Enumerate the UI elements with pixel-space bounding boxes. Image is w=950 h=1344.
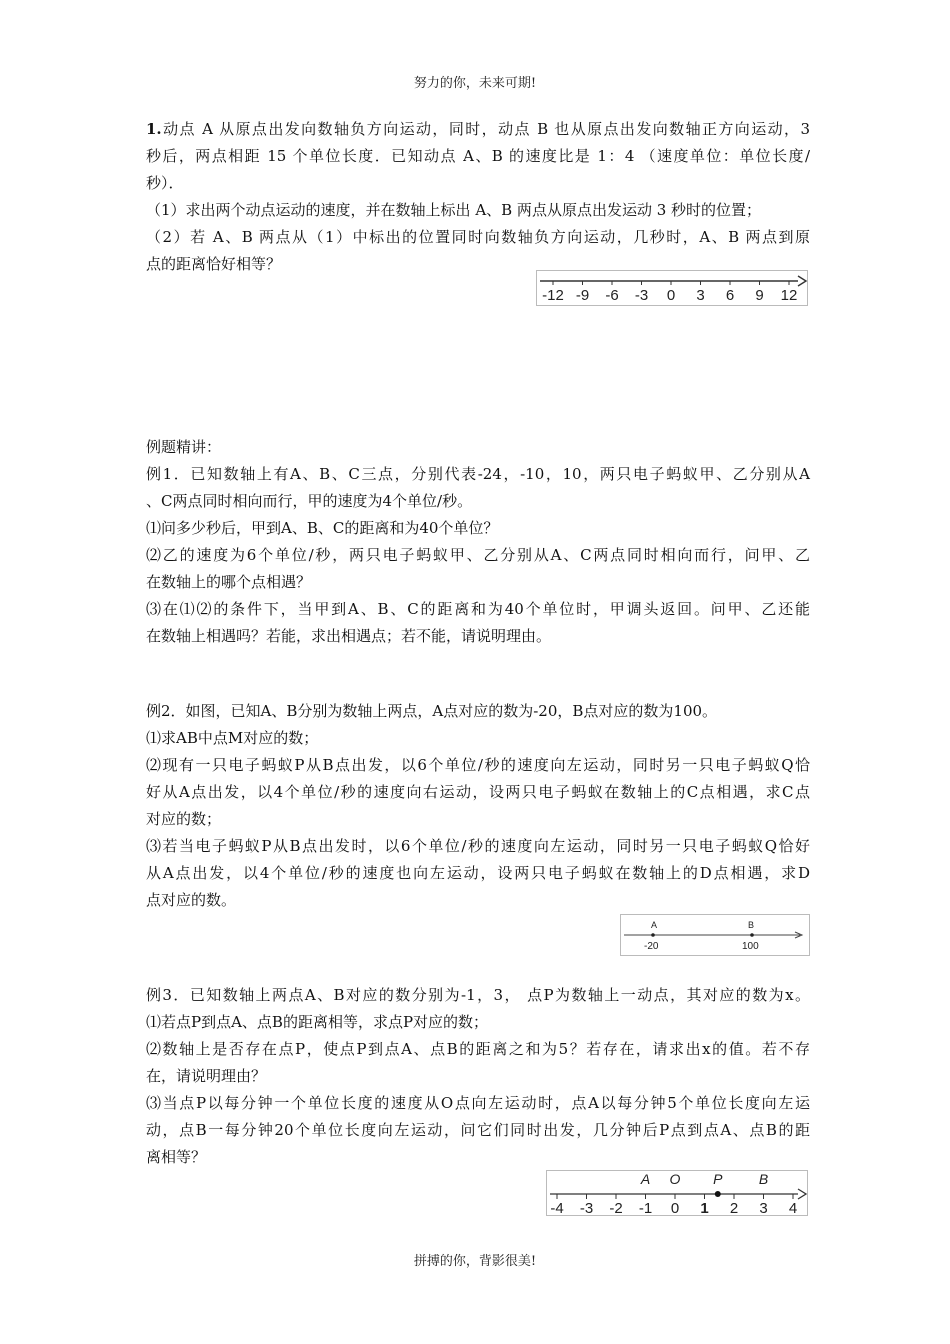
ex1-line-4: ⑵乙的速度为6个单位/秒，两只电子蚂蚁甲、乙分别从A、C两点同时相向而行，问甲、乙 [146, 546, 810, 564]
ex3-point-label: A [640, 1171, 651, 1187]
q1-tick-label: -3 [634, 287, 649, 304]
ex3-line-4: 在，请说明理由？ [146, 1067, 267, 1085]
ex3-tick-label: 4 [788, 1200, 798, 1216]
ex3-point-p-dot [715, 1191, 721, 1197]
ex2-line-6: ⑶若当电子蚂蚁P从B点出发时，以6个单位/秒的速度向左运动，同时另一只电子蚂蚁Q恰好 [146, 837, 810, 855]
page-header: 努力的你，未来可期! [413, 76, 537, 91]
ex2-line-5: 对应的数； [146, 810, 222, 828]
ex2-label-a: A [651, 920, 658, 930]
ex1-line-7: 在数轴上相遇吗？若能，求出相遇点；若不能，请说明理由。 [146, 627, 552, 645]
q1-line-5: （2）若 A、B 两点从（1）中标出的位置同时向数轴负方向运动，几秒时，A、B 两点到原 [146, 228, 810, 246]
ex3-tick-label: 3 [759, 1200, 768, 1216]
ex3-number-line [546, 1170, 808, 1216]
ex3-tick-label: -3 [579, 1200, 594, 1216]
ex3-line-6: 动，点B一每分钟20个单位长度向左运动，问它们同时出发，几分钟后P点到点A、点B的距 [146, 1121, 810, 1139]
q1-tick-label: -9 [575, 287, 590, 304]
ex3-point-label: P [713, 1171, 723, 1187]
ex2-line-1: 例2．如图，已知A、B分别为数轴上两点，A点对应的数为-20，B点对应的数为100。 [146, 702, 718, 720]
ex3-line-1: 例3．已知数轴上两点A、B对应的数分别为-1，3， 点P为数轴上一动点，其对应的数为x。 [146, 986, 810, 1004]
ex1-line-2: 、C两点同时相向而行，甲的速度为4个单位/秒。 [146, 492, 473, 510]
ex2-line-3: ⑵现有一只电子蚂蚁P从B点出发，以6个单位/秒的速度向左运动，同时另一只电子蚂蚁Q恰 [146, 756, 810, 774]
ex1-line-5: 在数轴上的哪个点相遇？ [146, 573, 312, 591]
q1-tick-label: 6 [725, 287, 735, 304]
ex3-tick-label: -2 [609, 1200, 623, 1216]
ex1-line-3: ⑴问多少秒后，甲到A、B、C的距离和为40个单位？ [146, 519, 499, 537]
q1-line-3: 秒）． [146, 174, 184, 192]
ex3-tick-label: 1 [700, 1200, 709, 1216]
example-3 [146, 982, 810, 1171]
q1-tick-label: 3 [696, 287, 705, 304]
ex3-line-2: ⑴若点P到点A、点B的距离相等，求点P对应的数； [146, 1013, 489, 1031]
ex2-line-2: ⑴求AB中点M对应的数； [146, 729, 319, 747]
ex3-point-label: B [758, 1171, 769, 1187]
ex3-tick-label: 2 [729, 1200, 739, 1216]
ex2-value-b: 100 [742, 941, 759, 952]
ex3-tick-label: -4 [550, 1200, 564, 1216]
q1-tick-label: 9 [755, 287, 764, 304]
ex3-tick-label: -1 [638, 1200, 653, 1216]
q1-number: 1. [146, 120, 162, 138]
q1-number-line [536, 270, 808, 306]
examples-title: 例题精讲： [146, 438, 222, 456]
ex3-line-7: 离相等？ [146, 1148, 207, 1166]
ex3-line-5: ⑶当点P以每分钟一个单位长度的速度从O点向左运动时，点A以每分钟5个单位长度向左运 [146, 1094, 810, 1112]
q1-tick-label: -6 [605, 287, 619, 304]
ex1-line-1: 例1．已知数轴上有A、B、C三点，分别代表-24，-10，10，两只电子蚂蚁甲、乙分别从A [146, 465, 810, 483]
ex2-number-line [620, 914, 810, 956]
q1-line-2: 秒后，两点相距 15 个单位长度．已知动点 A、B 的速度比是 1：4 （速度单位：单位长度/ [146, 147, 810, 165]
examples-section [146, 434, 810, 650]
ex2-label-b: B [748, 920, 755, 930]
q1-line-4: （1）求出两个动点运动的速度，并在数轴上标出 A、B 两点从原点出发运动 3 秒时的位置； [146, 201, 762, 219]
ex3-line-3: ⑵数轴上是否存在点P，使点P到点A、点B的距离之和为5？若存在，请求出x的值。若不存 [146, 1040, 810, 1058]
page-footer: 拼搏的你，背影很美! [413, 1254, 537, 1269]
q1-line-1: 1.动点 A 从原点出发向数轴负方向运动，同时，动点 B 也从原点出发向数轴正方向运动，3 [146, 120, 810, 138]
ex3-point-label: O [669, 1171, 681, 1187]
example-2 [146, 698, 810, 914]
q1-line-6: 点的距离恰好相等？ [146, 255, 282, 273]
ex2-line-7: 从A点出发，以4个单位/秒的速度也向左运动，设两只电子蚂蚁在数轴上的D点相遇，求D [146, 864, 810, 882]
ex2-value-a: -20 [644, 941, 659, 952]
ex2-line-4: 好从A点出发，以4个单位/秒的速度向右运动，设两只电子蚂蚁在数轴上的C点相遇，求C点 [146, 783, 810, 801]
q1-tick-label: 12 [780, 287, 798, 304]
question-1 [146, 116, 810, 278]
ex1-line-6: ⑶在⑴⑵的条件下，当甲到A、B、C的距离和为40个单位时，甲调头返回。问甲、乙还能 [146, 600, 810, 618]
ex2-line-8: 点对应的数。 [146, 891, 237, 909]
q1-tick-label: -12 [542, 287, 564, 304]
q1-tick-label: 0 [666, 287, 676, 304]
ex3-tick-label: 0 [670, 1200, 680, 1216]
